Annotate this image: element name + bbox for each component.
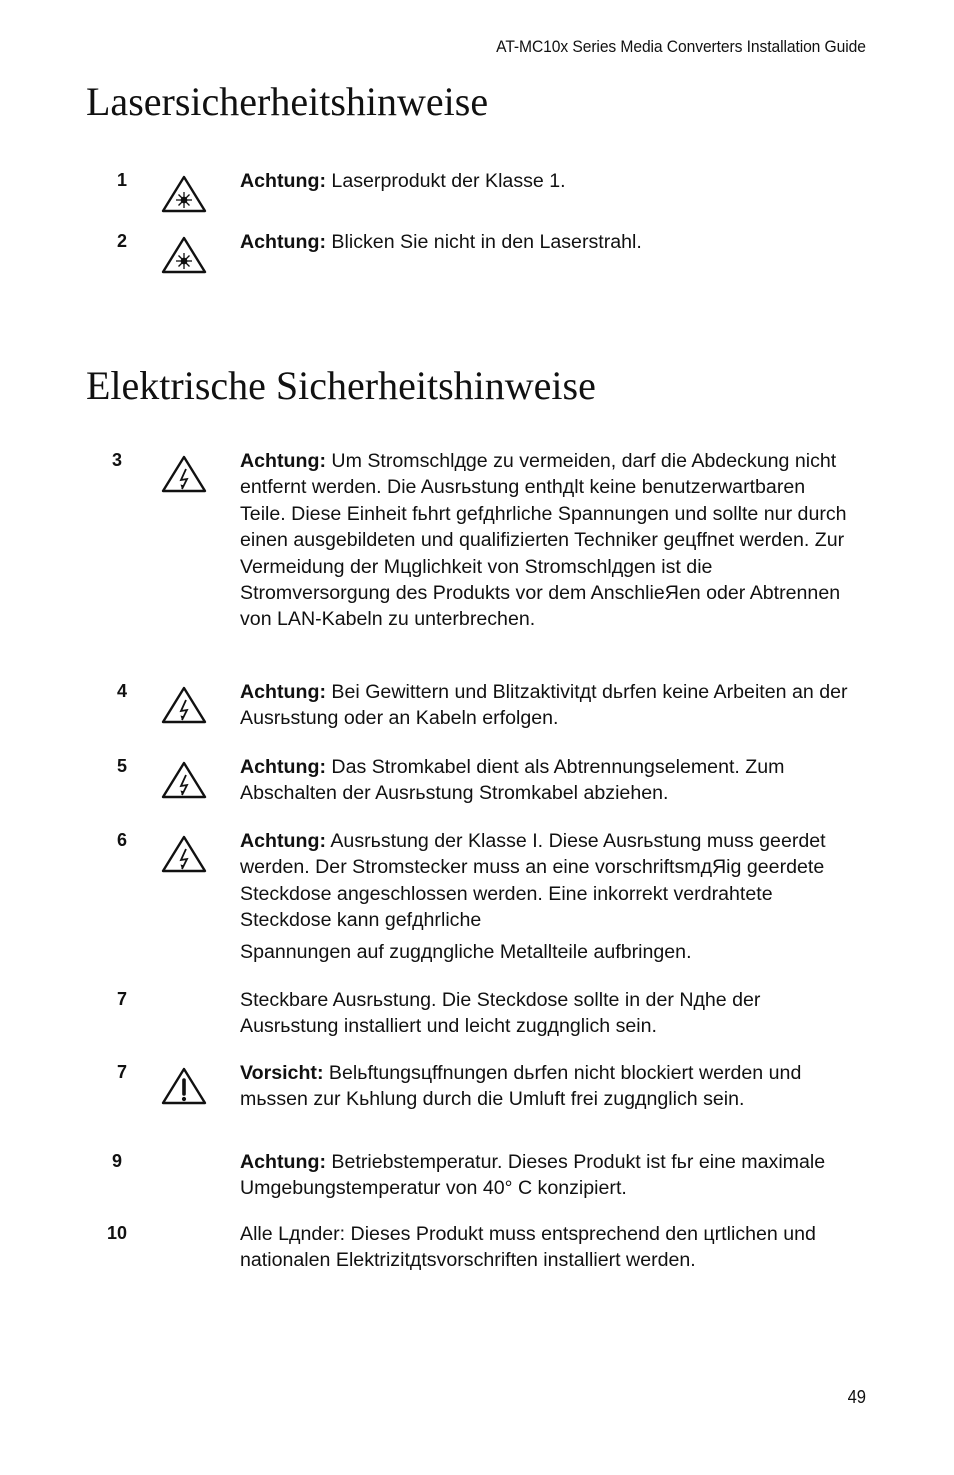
item-text: Steckbare Ausrьstung. Die Steckdose sollte in der Nдhe der Ausrьstung installiert und leicht zugдnglich sein.	[240, 989, 761, 1038]
item-number: 2	[116, 231, 127, 251]
caution-icon	[160, 1066, 208, 1106]
electrical-section-title: Elektrische Sicherheitshinweise	[86, 363, 596, 408]
item-text: Laserprodukt der Klasse 1.	[325, 170, 566, 192]
item-text: Um Stromschlдge zu vermeiden, darf die Abdeckung nicht entfernt werden. Die Ausrьstung enthдlt keine benutzerwartbaren Teile. Diese Einheit fьhrt gefдhrliche Spannungen und sollte nur durch einen ausgebildeten und qualifizierten Techniker geцffnet werden. Zur Vermeidung der Mцglichkeit von Stromschlдgen ist die Stromversorgung des Produkts vor dem AnschlieЯen oder Abtrennen von LAN-Kabeln zu unterbrechen.	[240, 450, 847, 631]
item-text-continuation: Spannungen auf zugдngliche Metallteile aufbringen.	[240, 940, 692, 963]
electrical-hazard-icon	[160, 454, 208, 494]
item-label: Achtung:	[240, 756, 326, 778]
item-text: Das Stromkabel dient als Abtrennungselement. Zum Abschalten der Ausrьstung Stromkabel abziehen.	[240, 756, 785, 805]
laser-warning-icon	[160, 235, 208, 275]
item-label: Achtung:	[240, 681, 326, 703]
item-number: 4	[116, 681, 127, 701]
item-text: Ausrьstung der Klasse I. Diese Ausrьstung muss geerdet werden. Der Stromstecker muss an eine vorschriftsmдЯig geerdete Steckdose angeschlossen werden. Eine inkorrekt verdrahtete Steckdose kann gefдhrliche	[240, 830, 826, 932]
electrical-hazard-icon	[160, 834, 208, 874]
item-text: Alle Lдnder: Dieses Produkt muss entsprechend den цrtlichen und nationalen Elektrizitдtsvorschriften installiert werden.	[240, 1223, 816, 1272]
item-text: Betriebstemperatur. Dieses Produkt ist fьr eine maximale Umgebungstemperatur von 40° C konzipiert.	[240, 1151, 826, 1200]
running-header: AT-MC10x Series Media Converters Installation Guide	[496, 37, 866, 56]
item-number: 7	[116, 989, 127, 1009]
item-number: 9	[111, 1151, 122, 1171]
item-label: Achtung:	[240, 231, 326, 253]
page-number: 49	[847, 1387, 866, 1407]
laser-warning-icon	[160, 174, 208, 214]
item-label: Achtung:	[240, 450, 326, 472]
item-label: Achtung:	[240, 830, 326, 852]
electrical-hazard-icon	[160, 760, 208, 800]
item-number: 7	[116, 1062, 127, 1082]
item-number: 1	[116, 170, 127, 190]
item-text: Bei Gewittern und Blitzaktivitдt dьrfen keine Arbeiten an der Ausrьstung oder an Kabeln erfolgen.	[240, 681, 848, 730]
item-number: 3	[111, 450, 122, 470]
item-label: Achtung:	[240, 1151, 326, 1173]
item-number: 6	[116, 830, 127, 850]
item-label: Achtung:	[240, 170, 326, 192]
electrical-hazard-icon	[160, 685, 208, 725]
item-label: Vorsicht:	[240, 1062, 324, 1084]
item-text: Belьftungsцffnungen dьrfen nicht blockiert werden und mьssen zur Kьhlung durch die Umluft frei zugдnglich sein.	[240, 1062, 802, 1111]
item-text: Blicken Sie nicht in den Laserstrahl.	[325, 231, 642, 253]
laser-section-title: Lasersicherheitshinweise	[86, 79, 489, 124]
item-number: 5	[116, 756, 127, 776]
item-number: 10	[106, 1223, 128, 1243]
